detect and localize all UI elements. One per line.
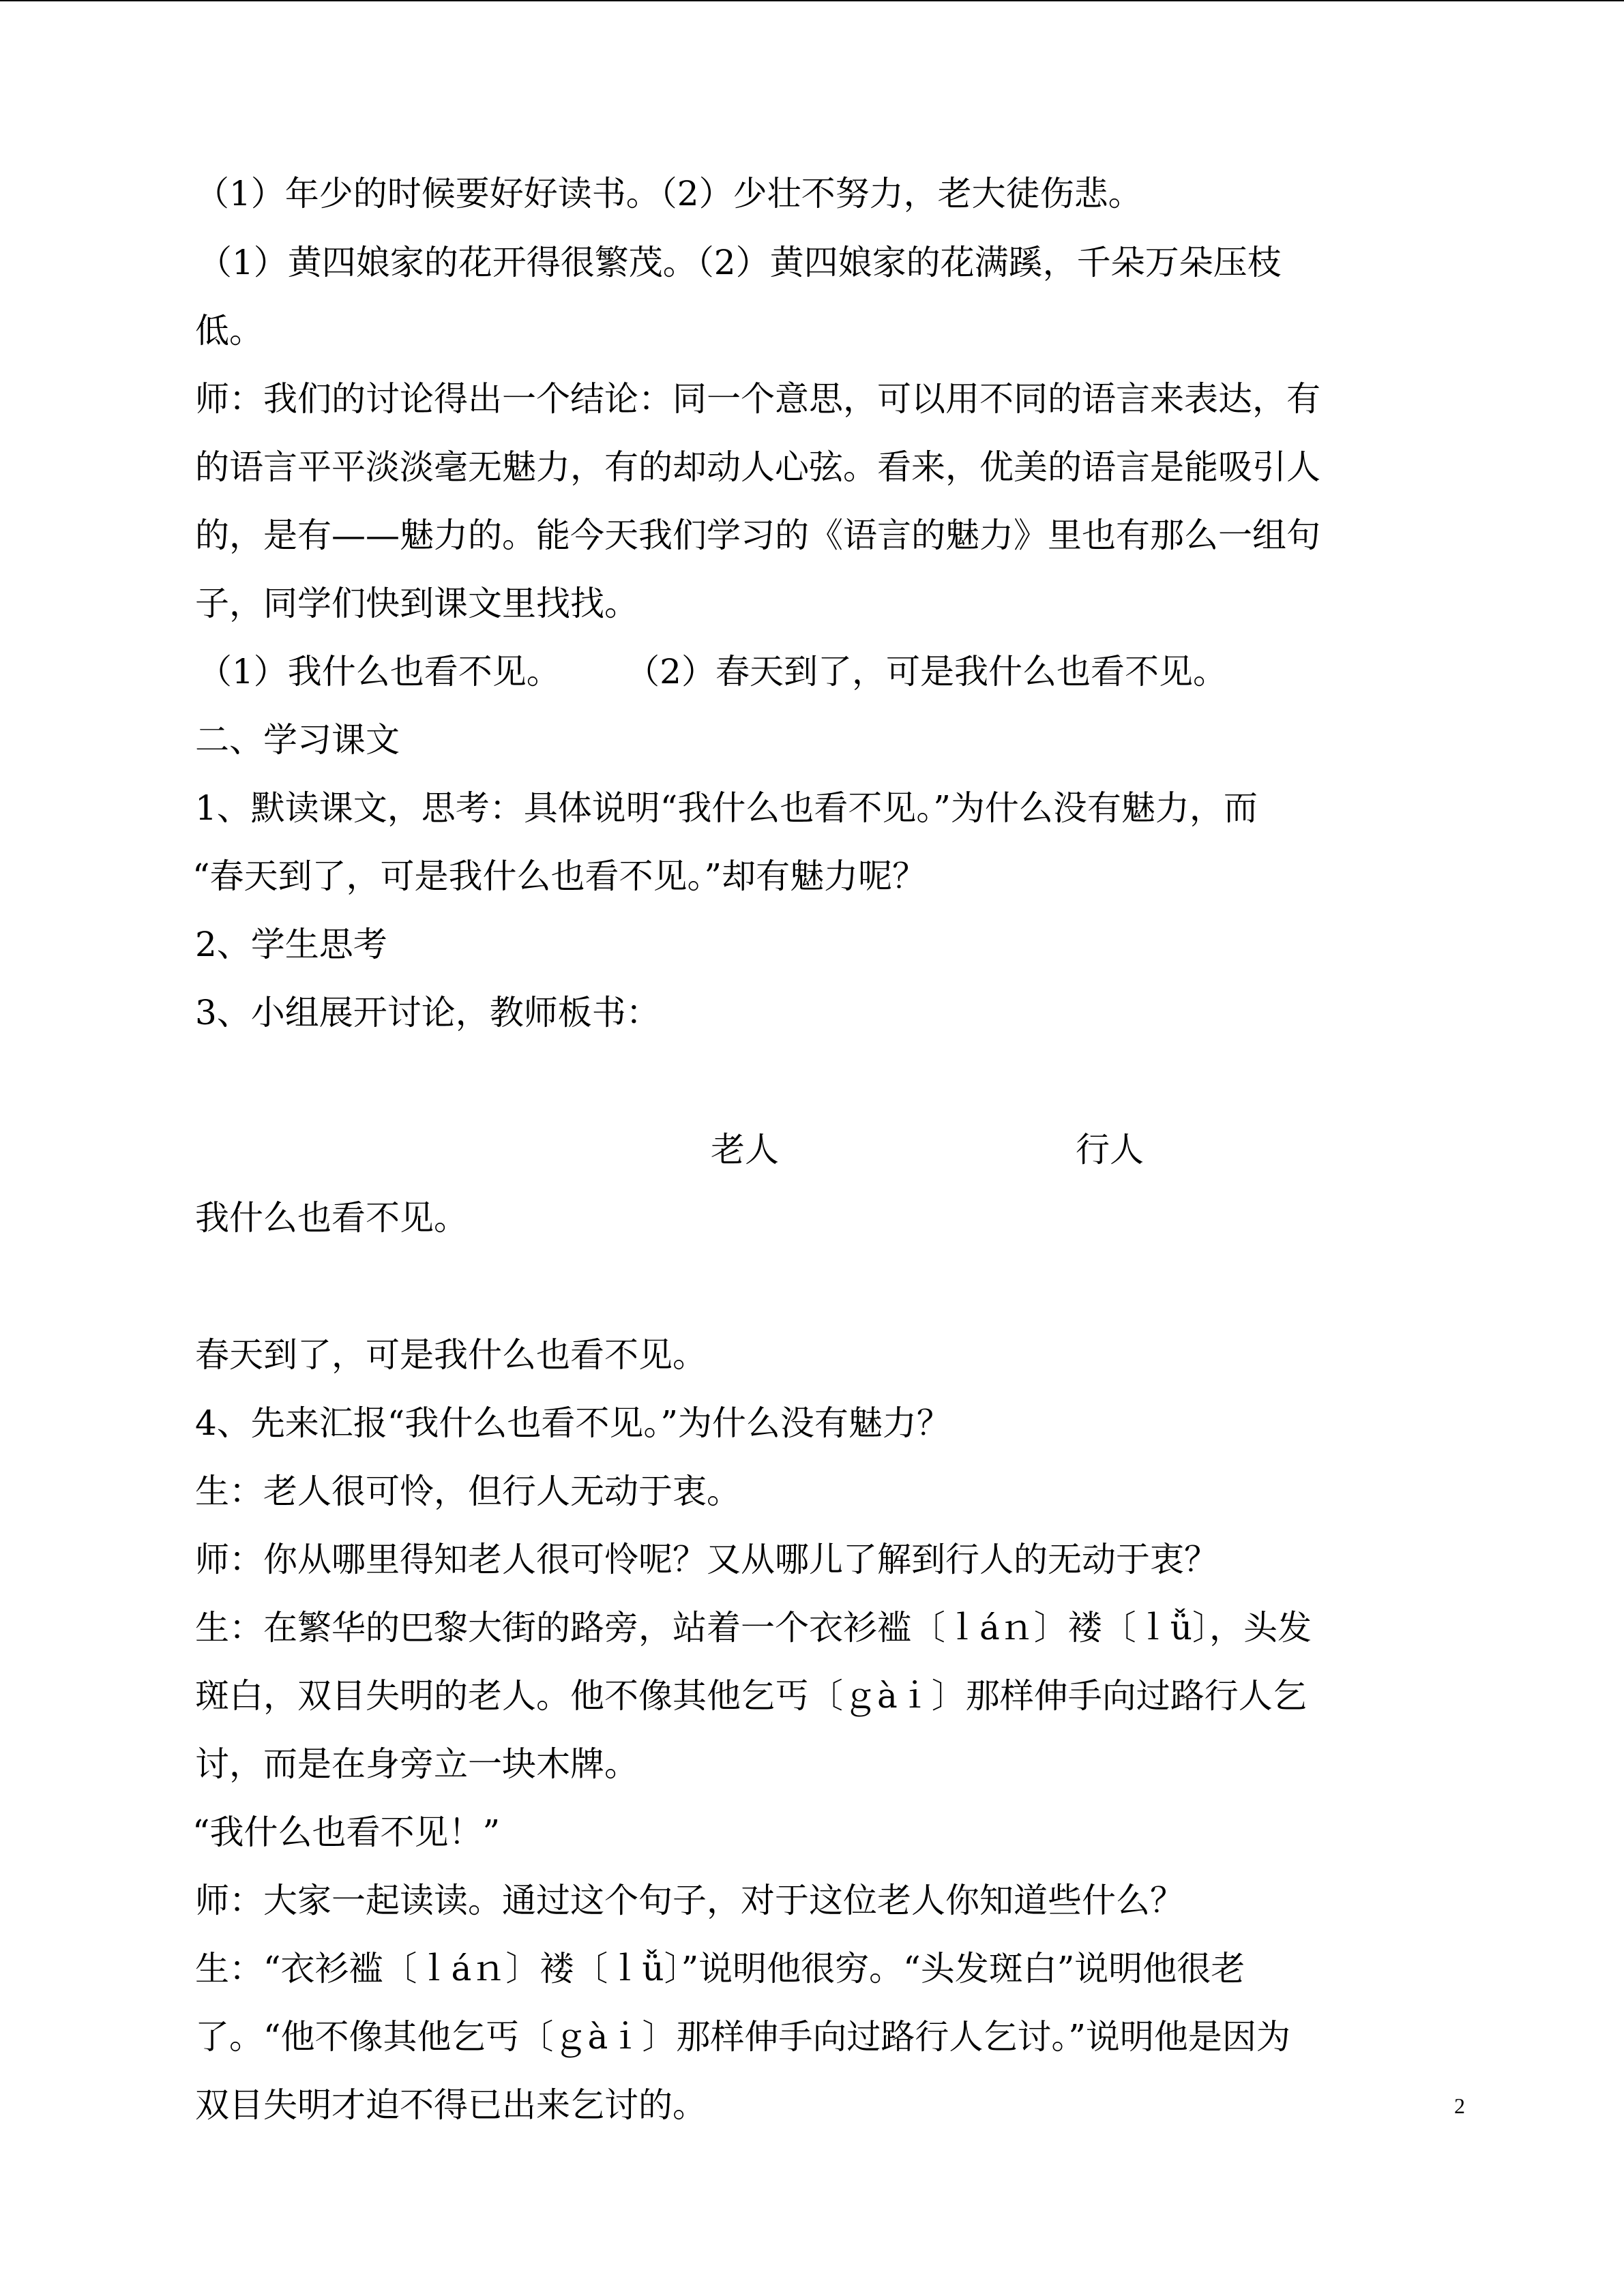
- text-line: 双目失明才迫不得已出来乞讨的。: [195, 2085, 707, 2125]
- text-line: 师：我们的讨论得出一个结论：同一个意思，可以用不同的语言来表达，有: [195, 379, 1320, 419]
- board-column-old-man: 老人: [711, 1130, 779, 1169]
- text-line: 生：在繁华的巴黎大街的路旁，站着一个衣衫褴〔ｌáｎ〕褛〔ｌǚ〕，头发: [195, 1608, 1312, 1648]
- text-line: （1）年少的时候要好好读书。（2）少壮不努力，老大徒伤悲。: [195, 174, 1142, 213]
- text-line: 师：你从哪里得知老人很可怜呢？又从哪儿了解到行人的无动于衷？: [195, 1540, 1218, 1579]
- text-line: （1）我什么也看不见。 （2）春天到了，可是我什么也看不见。: [198, 652, 1227, 691]
- board-row: 我什么也看不见。: [195, 1198, 468, 1238]
- text-line: 生：“衣衫褴〔ｌáｎ〕褛〔ｌǚ〕”说明他很穷。“头发斑白”说明他很老: [195, 1949, 1245, 1988]
- board-row: 春天到了，可是我什么也看不见。: [195, 1335, 707, 1375]
- section-heading: 二、学习课文: [195, 720, 400, 760]
- text-line: 了。“他不像其他乞丐〔ｇàｉ〕那样伸手向过路行人乞讨。”说明他是因为: [195, 2017, 1290, 2057]
- text-line: 2、学生思考: [195, 925, 387, 964]
- text-line: 师：大家一起读读。通过这个句子，对于这位老人你知道些什么？: [195, 1881, 1184, 1920]
- text-line: “我什么也看不见！”: [192, 1813, 501, 1852]
- text-line: 生：老人很可怜，但行人无动于衷。: [195, 1472, 741, 1511]
- text-line: （1）黄四娘家的花开得很繁茂。（2）黄四娘家的花满蹊，千朵万朵压枝: [198, 243, 1282, 282]
- text-line: 子，同学们快到课文里找找。: [195, 584, 638, 623]
- text-line: 的，是有——魅力的。能今天我们学习的《语言的魅力》里也有那么一组句: [195, 516, 1320, 555]
- text-line: 的语言平平淡淡毫无魅力，有的却动人心弦。看来，优美的语言是能吸引人: [195, 447, 1320, 487]
- page-number: 2: [1454, 2093, 1465, 2118]
- text-line: 4、先来汇报“我什么也看不见。”为什么没有魅力？: [195, 1403, 951, 1443]
- text-line: 低。: [195, 311, 263, 351]
- board-column-passerby: 行人: [1076, 1130, 1144, 1169]
- text-line: “春天到了，可是我什么也看不见。”却有魅力呢？: [192, 856, 927, 896]
- text-line: 斑白，双目失明的老人。他不像其他乞丐〔ｇàｉ〕那样伸手向过路行人乞: [195, 1676, 1307, 1716]
- text-line: 讨，而是在身旁立一块木牌。: [195, 1744, 638, 1784]
- text-line: 1、默读课文，思考：具体说明“我什么也看不见。”为什么没有魅力，而: [195, 788, 1258, 828]
- text-line: 3、小组展开讨论，教师板书：: [195, 993, 660, 1032]
